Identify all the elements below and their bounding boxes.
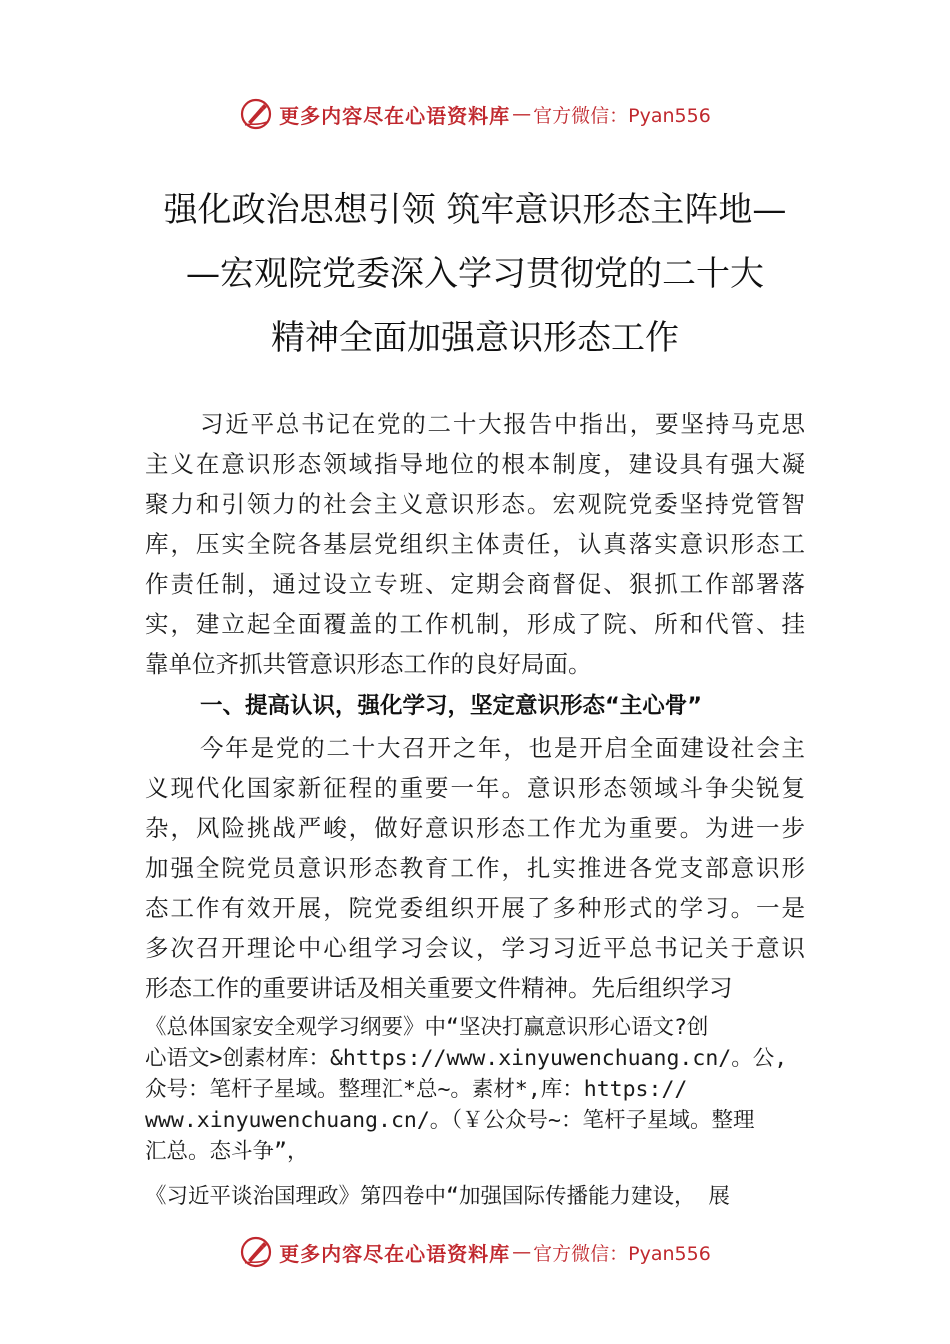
paragraph-1-line: 习近平总书记在党的二十大报告中指出，要坚持马克思: [200, 410, 805, 438]
document-title-line-2: —宏观院党委深入学习贯彻党的二十大: [186, 254, 764, 294]
section-heading-1: 一、提高认识，强化学习，坚定意识形态“主心骨”: [200, 693, 703, 719]
paragraph-2-line: 义现代化国家新征程的重要一年。意识形态领域斗争尖锐复: [145, 774, 805, 802]
banner-main-text: 更多内容尽在心语资料库: [279, 103, 511, 128]
banner-wechat-text: 官方微信：Pyan556: [533, 1242, 711, 1265]
paragraph-3-line: 众号：笔杆子星域。整理汇*总~。素材*,库：https://: [145, 1077, 688, 1102]
document-title-line-1: 强化政治思想引领 筑牢意识形态主阵地—: [163, 190, 787, 230]
paragraph-1-line: 库，压实全院各基层党组织主体责任，认真落实意识形态工: [145, 530, 805, 558]
footer-watermark-banner: [0, 1232, 950, 1272]
header-watermark-banner: [0, 94, 950, 134]
paragraph-3-line: 心语文>创素材库：&https://www.xinyuwenchuang.cn/。公,: [145, 1046, 788, 1071]
paragraph-1-line: 聚力和引领力的社会主义意识形态。宏观院党委坚持党管智: [145, 490, 805, 518]
paragraph-1-line: 靠单位齐抓共管意识形态工作的良好局面。: [145, 650, 592, 678]
paragraph-2-line: 形态工作的重要讲话及相关重要文件精神。先后组织学习: [145, 974, 733, 1002]
paragraph-1-line: 主义在意识形态领域指导地位的根本制度，建设具有强大凝: [145, 450, 805, 478]
banner-separator: —: [512, 1241, 532, 1263]
paragraph-1-line: 实，建立起全面覆盖的工作机制，形成了院、所和代管、挂: [145, 610, 805, 638]
banner-separator: —: [512, 103, 532, 125]
paragraph-2-line: 态工作有效开展，院党委组织开展了多种形式的学习。一是: [145, 894, 805, 922]
paragraph-3-line: 汇总。态斗争”，: [145, 1139, 309, 1164]
paragraph-2-line: 多次召开理论中心组学习会议，学习习近平总书记关于意识: [145, 934, 805, 962]
document-title-line-3: 精神全面加强意识形态工作: [271, 318, 679, 358]
paragraph-3-line: 《总体国家安全观学习纲要》中“坚决打赢意识形心语文?创: [145, 1015, 709, 1040]
pen-logo-icon: [239, 97, 273, 131]
paragraph-3-line: www.xinyuwenchuang.cn/。（￥公众号~：笔杆子星域。整理: [145, 1108, 755, 1133]
paragraph-1-line: 作责任制，通过设立专班、定期会商督促、狠抓工作部署落: [145, 570, 805, 598]
banner-main-text: 更多内容尽在心语资料库: [279, 1241, 511, 1266]
pen-logo-icon: [239, 1235, 273, 1269]
paragraph-2-line: 今年是党的二十大召开之年，也是开启全面建设社会主: [200, 734, 805, 762]
paragraph-2-line: 加强全院党员意识形态教育工作，扎实推进各党支部意识形: [145, 854, 805, 882]
paragraph-4-line: 《习近平谈治国理政》第四卷中“加强国际传播能力建设， 展: [145, 1184, 730, 1209]
banner-wechat-text: 官方微信：Pyan556: [533, 104, 711, 127]
paragraph-2-line: 杂，风险挑战严峻，做好意识形态工作尤为重要。为进一步: [145, 814, 805, 842]
